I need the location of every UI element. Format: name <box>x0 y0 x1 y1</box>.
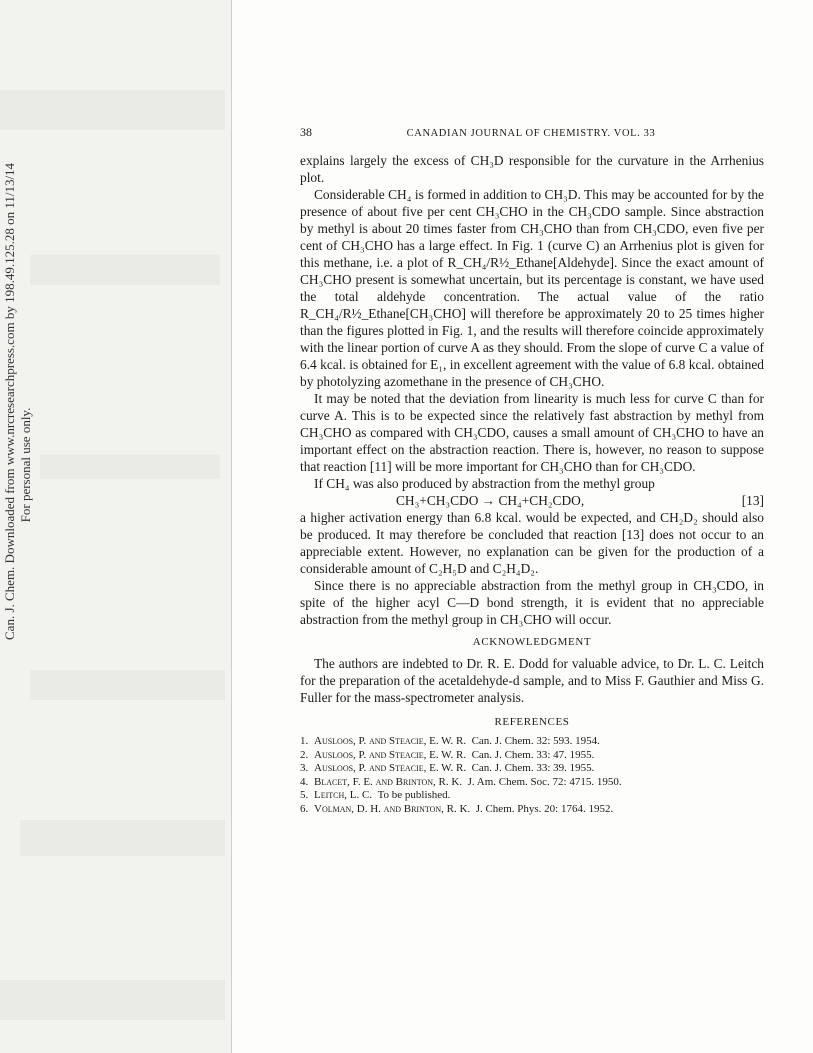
scan-edge <box>231 0 232 1053</box>
paragraph-3: It may be noted that the deviation from linearity is much less for curve C than for curve A. This is to be expected since the relatively fast abstraction by methyl from CH₃CHO as compared with CH₃CDO, causes a small amount of CH₃CHO to have an important effect on the abstraction reaction. There is, however, no reason to suppose that reaction [11] will be more important for CH₃CHO than for CH₃CDO. <box>300 391 764 474</box>
watermark-line-1: Can. J. Chem. Downloaded from www.nrcresearchpress.com by 198.49.125.28 on 11/13/14 <box>2 162 17 640</box>
page-number: 38 <box>300 125 312 139</box>
reference-item: 3. Ausloos, P. and Steacie, E. W. R. Can. J. Chem. 33: 39. 1955. <box>300 762 595 774</box>
scan-smudge <box>40 455 220 479</box>
journal-title: CANADIAN JOURNAL OF CHEMISTRY. VOL. 33 <box>406 128 656 139</box>
reference-item: 6. Volman, D. H. and Brinton, R. K. J. Chem. Phys. 20: 1764. 1952. <box>300 802 614 815</box>
watermark-line-2: For personal use only. <box>18 407 33 523</box>
page-content <box>300 124 764 816</box>
scan-smudge <box>30 670 225 700</box>
equation-number: [13] <box>741 493 764 508</box>
equation-text: CH₃+CH₃CDO → CH₄+CH₂CDO, <box>396 493 585 508</box>
paragraph-1: explains largely the excess of CH₃D responsible for the curvature in the Arrhenius plot. <box>300 153 764 185</box>
acknowledgment-text: The authors are indebted to Dr. R. E. Dodd for valuable advice, to Dr. L. C. Leitch for the preparation of the acetaldehyde-d sample, and to Miss F. Gauthier and Miss G. Fuller for the mass-spectrometer analysis. <box>300 656 764 705</box>
scan-smudge <box>20 820 225 856</box>
references-heading: REFERENCES <box>494 716 570 728</box>
running-header <box>300 124 764 142</box>
reference-list <box>300 735 764 816</box>
paragraph-2: Considerable CH₄ is formed in addition to CH₃D. This may be accounted for by the presence of about five per cent CH₃CHO in the CH₃CDO sample. Since abstraction by methyl is about 20 times faster from CH₃CHO than from CH₃CDO, even five per cent of CH₃CHO has a large effect. In Fig. 1 (curve C) an Arrhenius plot is given for this methane, i.e. a plot of R_CH₄/R½_Ethane[Aldehyde]. Since the exact amount of CH₃CHO present is somewhat uncertain, but its percentage is constant, we have used the total aldehyde concentration. The actual value of the ratio R_CH₄/R½_Ethane[CH₃CHO] will therefore be approximately 20 to 25 times higher than the figures plotted in Fig. 1, and the results will therefore coincide approximately with the linear portion of curve A as they should. From the slope of curve C a value of 6.4 kcal. is obtained for E₁, in excellent agreement with the value of 6.8 kcal. obtained by photolyzing azomethane in the presence of CH₃CHO. <box>300 187 764 389</box>
scan-smudge <box>0 90 225 130</box>
reference-item: 2. Ausloos, P. and Steacie, E. W. R. Can. J. Chem. 33: 47. 1955. <box>300 748 595 761</box>
acknowledgment-heading: ACKNOWLEDGMENT <box>472 636 592 648</box>
paragraph-5: Since there is no appreciable abstraction from the methyl group in CH₃CDO, in spite of the higher acyl C—D bond strength, it is evident that no appreciable abstraction from the methyl group in CH₃CHO will occur. <box>300 578 764 627</box>
paragraph-4-lead: If CH₄ was also produced by abstraction from the methyl group <box>314 476 655 491</box>
paragraph-4-rest: a higher activation energy than 6.8 kcal. would be expected, and CH₂D₂ should also be produced. It may therefore be concluded that reaction [13] does not occur to an appreciable extent. However, no explanation can be given for the production of a considerable amount of C₂H₅D and C₂H₄D₂. <box>300 510 764 576</box>
scan-smudge <box>30 255 220 285</box>
reference-item: 5. Leitch, L. C. To be published. <box>300 789 451 801</box>
reference-item: 1. Ausloos, P. and Steacie, E. W. R. Can. J. Chem. 32: 593. 1954. <box>300 735 600 747</box>
reference-item: 4. Blacet, F. E. and Brinton, R. K. J. Am. Chem. Soc. 72: 4715. 1950. <box>300 775 622 788</box>
download-watermark <box>2 162 42 640</box>
equation-13 <box>300 492 764 509</box>
scan-smudge <box>0 980 225 1020</box>
